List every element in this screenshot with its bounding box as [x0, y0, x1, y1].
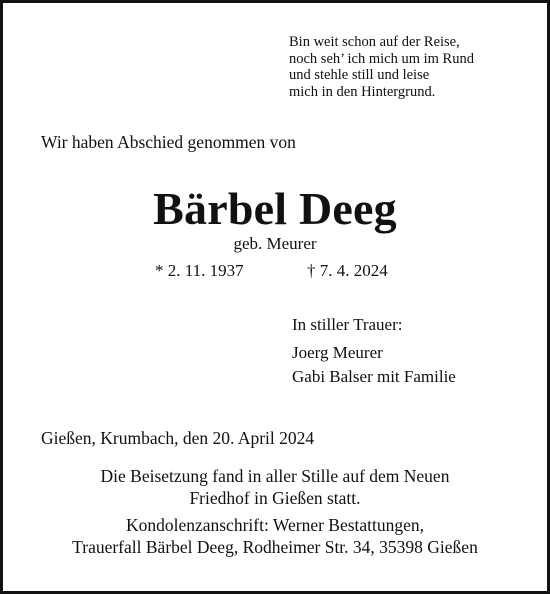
- death-date: † 7. 4. 2024: [307, 261, 388, 280]
- poem-line: Bin weit schon auf der Reise,: [289, 34, 460, 50]
- burial-line: Friedhof in Gießen statt.: [189, 488, 361, 508]
- birth-date: * 2. 11. 1937: [155, 261, 244, 280]
- mourners-block: [292, 313, 456, 389]
- place-and-date: Gießen, Krumbach, den 20. April 2024: [41, 428, 315, 448]
- condolence-address: [3, 514, 547, 558]
- mourner-name: Joerg Meurer: [292, 343, 383, 362]
- condolence-line: Kondolenzanschrift: Werner Bestattungen,: [125, 515, 425, 535]
- mourner-name: Gabi Balser mit Familie: [292, 367, 456, 386]
- maiden-name: geb. Meurer: [233, 234, 317, 253]
- poem-line: noch seh’ ich mich um im Rund: [289, 50, 474, 67]
- burial-line: Die Beisetzung fand in aller Stille auf dem Neuen: [100, 466, 450, 486]
- intro-text: Wir haben Abschied genommen von: [41, 132, 296, 152]
- poem: [289, 34, 539, 100]
- deceased-name: Bärbel Deeg: [153, 183, 397, 234]
- condolence-line: Trauerfall Bärbel Deeg, Rodheimer Str. 34, 35398 Gießen: [72, 537, 478, 557]
- poem-line: mich in den Hintergrund.: [289, 83, 436, 100]
- mourners-heading: In stiller Trauer:: [292, 315, 403, 334]
- poem-line: und stehle still und leise: [289, 67, 430, 83]
- burial-info: [3, 465, 547, 509]
